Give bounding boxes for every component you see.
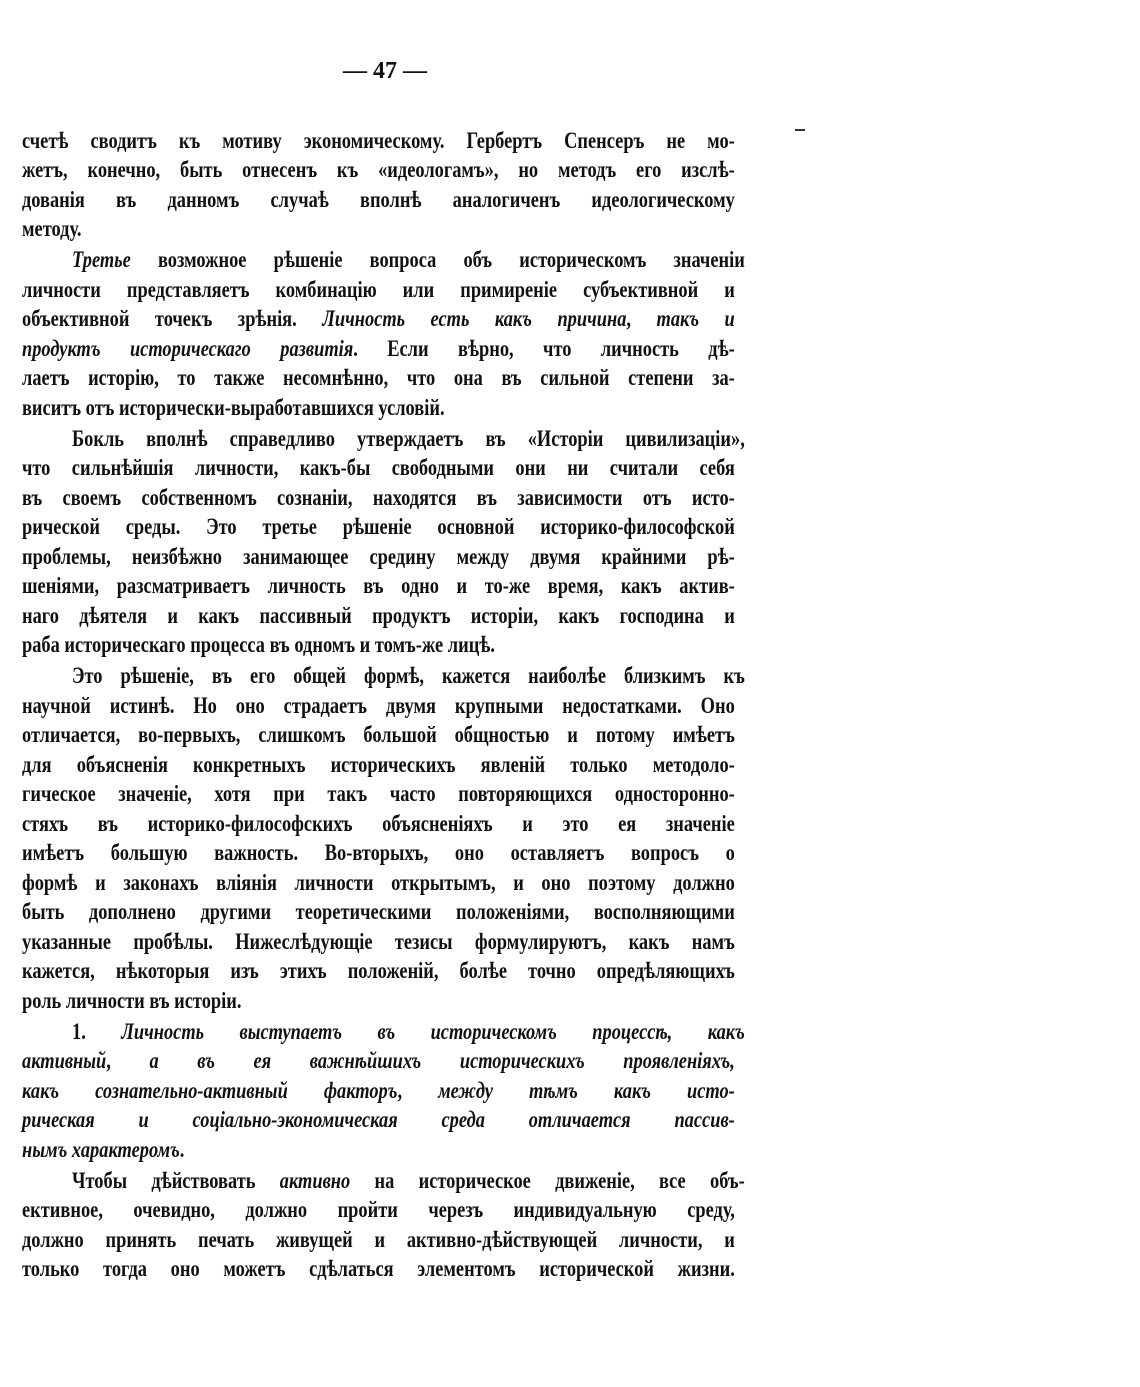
text-line	[22, 691, 735, 721]
text-line	[22, 542, 735, 572]
paragraph	[22, 424, 745, 660]
text-run: проблемы, неизбѣжно занимающее средину между двумя крайними рѣ-	[22, 543, 735, 569]
text-line	[22, 750, 735, 780]
paragraph	[22, 1166, 745, 1284]
text-line	[22, 483, 735, 513]
italic-text: рическая и соціально-экономическая среда отличается пассив-	[22, 1107, 735, 1132]
text-line	[22, 986, 735, 1016]
text-line	[22, 1254, 735, 1284]
text-line	[22, 601, 735, 631]
text-line	[72, 245, 745, 275]
text-line	[22, 1195, 735, 1225]
text-run: Чтобы дѣйствовать	[72, 1167, 280, 1193]
text-run: для объясненія конкретныхъ историческихъ явленій только методоло-	[22, 751, 735, 777]
text-run: на историческое движеніе, все объ-	[350, 1167, 745, 1193]
italic-text: а въ ея важнѣйшихъ историческихъ проявленіяхъ,	[149, 1048, 735, 1073]
paragraph	[22, 126, 735, 244]
text-run: ,	[106, 1048, 150, 1073]
text-line	[22, 126, 735, 156]
text-run: научной истинѣ. Но оно страдаетъ двумя крупными недостатками. Оно	[22, 692, 735, 718]
text-line	[22, 1076, 735, 1106]
text-line	[22, 720, 735, 750]
text-line	[22, 927, 735, 957]
text-line	[22, 512, 735, 542]
text-line	[72, 424, 745, 454]
text-line	[22, 897, 735, 927]
text-line	[22, 1225, 735, 1255]
text-line	[22, 363, 735, 393]
text-run: гическое значеніе, хотя при такъ часто повторяющихся односторонно-	[22, 781, 735, 806]
text-line	[22, 275, 735, 305]
text-line	[22, 838, 735, 868]
text-run: что сильнѣйшія личности, какъ-бы свободными они ни считали себя	[22, 455, 735, 480]
page-body-text	[22, 124, 745, 1284]
text-run: счетѣ сводитъ къ мотиву экономическому. Гербертъ Спенсеръ не мо-	[22, 127, 735, 153]
paragraph	[22, 1017, 745, 1165]
text-line	[22, 1135, 735, 1165]
text-line	[22, 571, 735, 601]
text-run: кажется, нѣкоторыя изъ этихъ положеній, болѣе точно опредѣляющихъ	[22, 958, 735, 983]
text-line	[22, 453, 735, 483]
text-line	[22, 155, 735, 185]
italic-text: такъ и	[656, 306, 735, 331]
italic-text: Личность есть какъ причина	[322, 306, 627, 331]
text-line	[22, 185, 735, 215]
text-run: Это рѣшеніе, въ его общей формѣ, кажется наиболѣе близкимъ къ	[72, 663, 745, 688]
text-run: дованія въ данномъ случаѣ вполнѣ аналогиченъ идеологическому	[22, 186, 735, 212]
italic-text: нымъ характеромъ	[22, 1136, 180, 1162]
text-line	[72, 1017, 745, 1047]
text-run: возможное рѣшеніе вопроса объ историческомъ значеніи	[130, 247, 745, 272]
text-run: роль личности въ исторіи.	[22, 987, 242, 1013]
text-line	[22, 393, 735, 423]
text-run: формѣ и законахъ вліянія личности открытымъ, и оно поэтому должно	[22, 869, 735, 895]
text-run: раба историческаго процесса въ одномъ и томъ-же лицѣ.	[22, 632, 495, 657]
text-run: виситъ отъ исторически-выработавшихся условій.	[22, 394, 445, 420]
italic-text: активный	[22, 1048, 107, 1073]
text-line	[22, 809, 735, 839]
text-run: только тогда оно можетъ сдѣлаться элементомъ исторической жизни.	[22, 1256, 735, 1281]
italic-text: продуктъ историческаго развитія	[22, 335, 354, 361]
text-run: методу.	[22, 216, 82, 241]
text-run: личности представляетъ комбинацію или примиреніе субъективной и	[22, 276, 735, 302]
text-run: стяхъ въ историко-философскихъ объясненіяхъ и это ея значеніе	[22, 810, 735, 836]
text-run: .	[179, 1136, 185, 1162]
italic-text: между тѣмъ какъ исто-	[438, 1077, 735, 1103]
text-line	[22, 630, 735, 660]
text-run: быть дополнено другими теоретическими положеніями, восполняющими	[22, 899, 735, 924]
text-run: 1.	[72, 1018, 122, 1044]
paragraph	[22, 661, 745, 1015]
text-line	[22, 1046, 735, 1076]
text-line	[22, 304, 735, 334]
page-number: — 47 —	[343, 58, 427, 84]
text-run: . Если вѣрно, что личность дѣ-	[353, 335, 735, 361]
text-line	[22, 334, 735, 364]
italic-text: Личность выступаетъ въ историческомъ процессѣ, какъ	[121, 1018, 745, 1044]
text-run: имѣетъ большую важность. Во-вторыхъ, оно оставляетъ вопросъ о	[22, 840, 735, 865]
text-run: указанные пробѣлы. Нижеслѣдующіе тезисы формулируютъ, какъ намъ	[22, 928, 735, 954]
text-run: жетъ, конечно, быть отнесенъ къ «идеологамъ», но методъ его изслѣ-	[22, 157, 735, 182]
scan-speck	[795, 129, 805, 131]
text-run: шеніями, разсматриваетъ личность въ одно и то-же время, какъ актив-	[22, 573, 735, 598]
text-run: ективное, очевидно, должно пройти черезъ индивидуальную среду,	[22, 1197, 735, 1222]
text-line	[72, 661, 745, 691]
italic-text: активно	[279, 1167, 351, 1193]
text-run: ,	[626, 306, 657, 331]
text-line	[22, 214, 735, 244]
text-run: объективной точекъ зрѣнія.	[22, 306, 323, 331]
text-line	[22, 956, 735, 986]
italic-text: Третье	[72, 247, 131, 272]
text-run: отличается, во-первыхъ, слишкомъ большой общностью и потому имѣетъ	[22, 722, 735, 747]
paragraph	[22, 245, 745, 422]
text-line	[22, 868, 735, 898]
text-run: наго дѣятеля и какъ пассивный продуктъ исторіи, какъ господина и	[22, 602, 735, 628]
text-run: рической среды. Это третье рѣшеніе основной историко-философской	[22, 514, 735, 539]
text-run: ,	[397, 1077, 439, 1103]
text-run: лаетъ исторію, то также несомнѣнно, что она въ сильной степени за-	[22, 365, 735, 390]
text-run: Бокль вполнѣ справедливо утверждаетъ въ «Исторіи цивилизаціи»,	[72, 425, 745, 451]
text-line	[22, 1105, 735, 1135]
text-line	[72, 1166, 745, 1196]
text-run: въ своемъ собственномъ сознаніи, находятся въ зависимости отъ исто-	[22, 484, 735, 510]
text-line	[22, 779, 735, 809]
text-run: должно принять печать живущей и активно-дѣйствующей личности, и	[22, 1226, 735, 1252]
italic-text: какъ сознательно-активный факторъ	[22, 1077, 398, 1103]
